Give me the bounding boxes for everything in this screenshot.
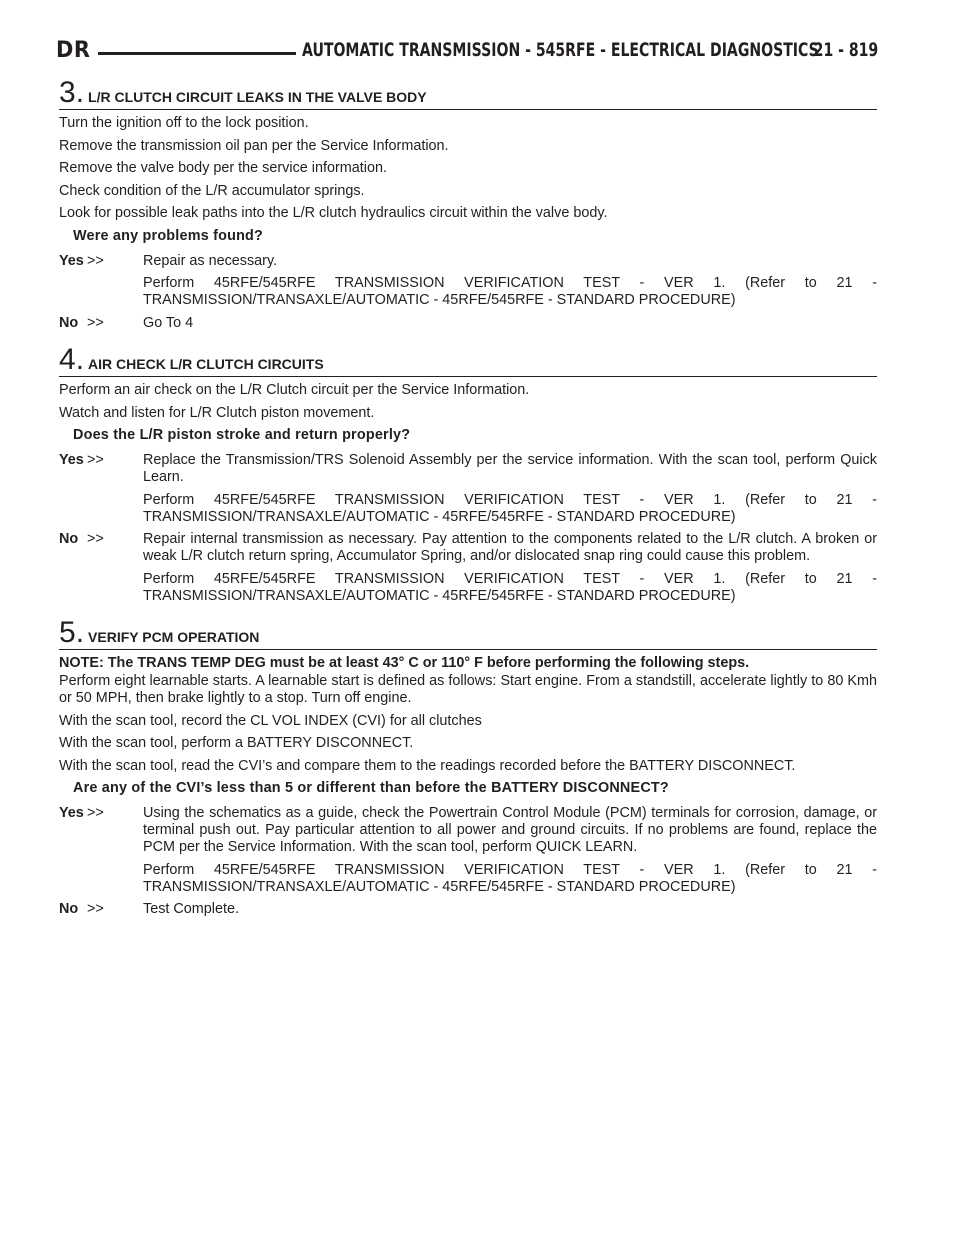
answer-label: Yes [59,805,84,821]
answer-no [59,531,877,610]
step-number: 4 . [59,347,84,373]
step-title: AIR CHECK L/R CLUTCH CIRCUITS [88,356,324,372]
answer-line: Test Complete. [143,901,239,917]
answer-no [59,901,877,924]
arrow-marker: >> [87,314,104,331]
step-5 [59,616,877,924]
step-title: L/R CLUTCH CIRCUIT LEAKS IN THE VALVE BODY [88,89,427,105]
step-title: VERIFY PCM OPERATION [88,629,260,645]
header-title: AUTOMATIC TRANSMISSION - 545RFE - ELECTRICAL DIAGNOSTICS [302,39,819,61]
step-heading [59,76,877,110]
instruction-line: With the scan tool, read the CVI’s and compare them to the readings recorded before the BATTERY DISCONNECT. [59,757,796,774]
instruction-line: Perform eight learnable starts. A learnable start is defined as follows: Start engine. From a standstill, accelerate lightly to 80 Kmh or 50 MPH, then brake lightly to a stop. Turn off engine. [59,673,877,706]
header-code: DR [56,38,91,63]
header-rule [98,52,296,55]
answer-label: No [59,531,79,547]
instruction-line: With the scan tool, perform a BATTERY DISCONNECT. [59,735,414,751]
answer-line: Perform 45RFE/545RFE TRANSMISSION VERIFICATION TEST - VER 1. (Refer to 21 - TRANSMISSION/TRANSAXLE/AUTOMATIC - 45RFE/545RFE - STANDARD PROCEDURE) [143,570,877,604]
step-heading [59,616,877,650]
diagnostic-question: Were any problems found? [73,227,264,244]
instruction-line: Turn the ignition off to the lock position. [59,115,309,131]
instruction-line: Check condition of the L/R accumulator springs. [59,182,365,199]
answer-line: Repair as necessary. [143,252,278,269]
arrow-marker: >> [87,452,104,468]
step-number: 5 . [59,620,84,646]
answer-body [143,315,877,338]
instruction-line: Remove the transmission oil pan per the Service Information. [59,137,449,154]
answer-yes [59,452,877,531]
instruction-line: Remove the valve body per the service information. [59,160,387,176]
answer-body [143,253,877,315]
answer-line: Repair internal transmission as necessary. Pay attention to the components related to the L/R clutch. A broken or weak L/R clutch return spring, Accumulator Spring, and/or dislocated snap ring could cause this problem. [143,531,877,564]
step-3 [59,76,877,337]
diagnostic-question: Does the L/R piston stroke and return properly? [73,427,411,443]
answer-body [143,452,877,531]
page-header [56,38,878,68]
answer-label: Yes [59,252,84,269]
answer-yes [59,253,877,315]
answer-body [143,531,877,610]
answer-line: Using the schematics as a guide, check the Powertrain Control Module (PCM) terminals for corrosion, damage, or terminal push out. Pay particular attention to all power and ground circuits. If no problems are found, replace the PCM per the Service Information. With the scan tool, perform QUICK LEARN. [143,805,877,855]
step-number: 3 . [59,80,84,106]
answer-line: Go To 4 [143,314,194,331]
arrow-marker: >> [87,252,104,269]
answer-label: No [59,901,79,917]
answer-line: Perform 45RFE/545RFE TRANSMISSION VERIFICATION TEST - VER 1. (Refer to 21 - TRANSMISSION/TRANSAXLE/AUTOMATIC - 45RFE/545RFE - STANDARD PROCEDURE) [143,491,877,525]
step-heading [59,343,877,377]
arrow-marker: >> [87,901,104,917]
instruction-line: Watch and listen for L/R Clutch piston movement. [59,404,375,421]
answer-yes [59,805,877,901]
answer-line: Replace the Transmission/TRS Solenoid Assembly per the service information. With the scan tool, perform Quick Learn. [143,452,877,485]
answer-label: No [59,314,79,331]
diagnostic-question: Are any of the CVI’s less than 5 or different than before the BATTERY DISCONNECT? [73,780,669,796]
diagnostic-content [59,76,877,934]
instruction-line: Look for possible leak paths into the L/R clutch hydraulics circuit within the valve body. [59,205,608,221]
step-4 [59,343,877,610]
answer-body [143,901,877,924]
arrow-marker: >> [87,531,104,547]
answer-no [59,315,877,338]
answer-body [143,805,877,901]
instruction-line: Perform an air check on the L/R Clutch circuit per the Service Information. [59,382,530,398]
answer-line: Perform 45RFE/545RFE TRANSMISSION VERIFICATION TEST - VER 1. (Refer to 21 - TRANSMISSION/TRANSAXLE/AUTOMATIC - 45RFE/545RFE - STANDARD PROCEDURE) [143,861,877,895]
answer-label: Yes [59,452,84,468]
instruction-line: With the scan tool, record the CL VOL INDEX (CVI) for all clutches [59,712,482,729]
answer-line: Perform 45RFE/545RFE TRANSMISSION VERIFICATION TEST - VER 1. (Refer to 21 - TRANSMISSION/TRANSAXLE/AUTOMATIC - 45RFE/545RFE - STANDARD PROCEDURE) [143,275,877,308]
arrow-marker: >> [87,805,104,821]
note-text: NOTE: The TRANS TEMP DEG must be at least 43° C or 110° F before performing the following steps. [59,655,750,671]
page-number: 21 - 819 [813,39,878,61]
